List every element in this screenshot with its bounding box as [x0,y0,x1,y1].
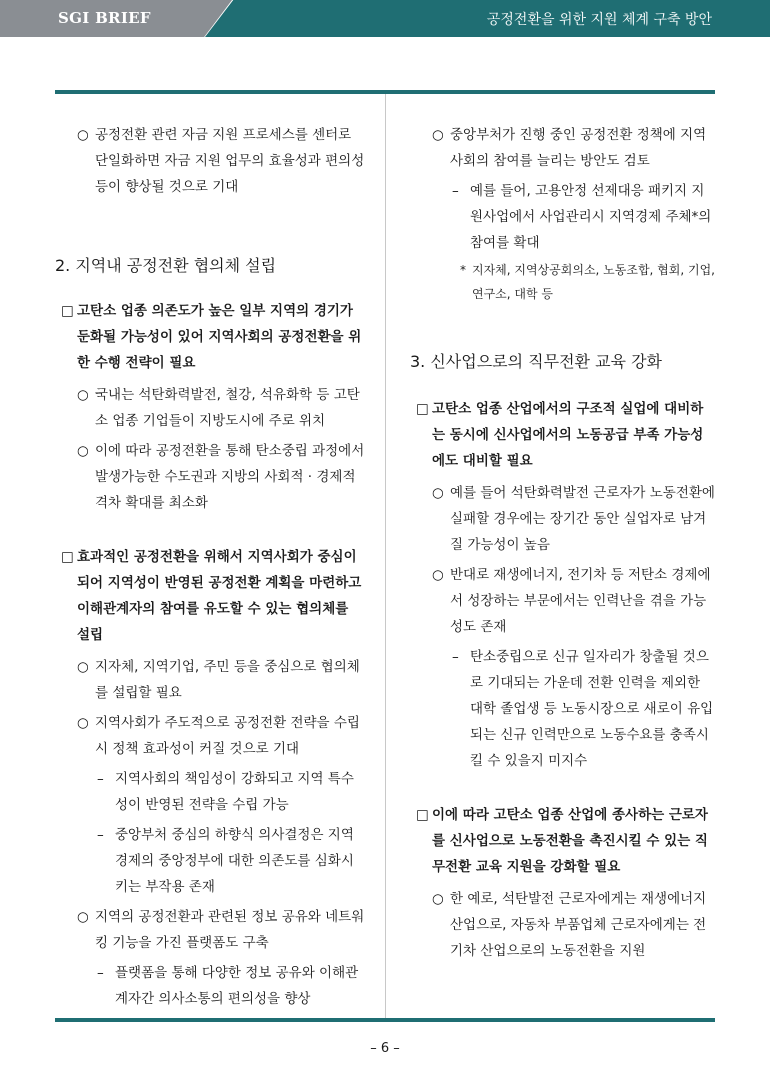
page-header [0,0,770,37]
column-divider [385,94,386,1018]
bullet-dash: – 지역사회의 책임성이 강화되고 지역 특수성이 반영된 전략을 수립 가능 [55,766,365,818]
bullet-circle: ○ 지자체, 지역기업, 주민 등을 중심으로 협의체를 설립할 필요 [55,654,365,706]
page-number: – 6 – [370,1041,400,1056]
bullet-circle: ○ 중앙부처가 진행 중인 공정전환 정책에 지역사회의 참여를 늘리는 방안도 검토 [410,122,715,174]
right-column [410,118,715,964]
bullet-square: □ 효과적인 공정전환을 위해서 지역사회가 중심이 되어 지역성이 반영된 공정전환 계획을 마련하고 이해관계자의 참여를 유도할 수 있는 협의체를 설립 [55,544,365,648]
bullet-circle: ○ 한 예로, 석탄발전 근로자에게는 재생에너지 산업으로, 자동차 부품업체 근로자에게는 전기차 산업으로의 노동전환을 지원 [410,886,715,964]
brand-label: SGI BRIEF [58,9,151,27]
section-heading-3: 3. 신사업으로의 직무전환 교육 강화 [410,352,662,371]
bullet-dash: – 예를 들어, 고용안정 선제대응 패키지 지원사업에서 사업관리시 지역경제 주체*의 참여를 확대 [410,178,715,256]
left-column [55,118,365,1012]
bullet-dash: – 탄소중립으로 신규 일자리가 창출될 것으로 기대되는 가운데 전환 인력을 제외한 대학 졸업생 등 노동시장으로 새로이 유입되는 신규 인력만으로 노동수요를 충족시킬 수 있을지 미지수 [410,644,715,774]
bullet-square: □ 고탄소 업종 산업에서의 구조적 실업에 대비하는 동시에 신사업에서의 노동공급 부족 가능성에도 대비할 필요 [410,396,715,474]
bullet-square: □ 이에 따라 고탄소 업종 산업에 종사하는 근로자를 신사업으로 노동전환을 촉진시킬 수 있는 직무전환 교육 지원을 강화할 필요 [410,802,715,880]
bullet-circle: ○ 지역의 공정전환과 관련된 정보 공유와 네트워킹 기능을 가진 플랫폼도 구축 [55,904,365,956]
bottom-rule [55,1018,715,1022]
footnote: * 지자체, 지역상공회의소, 노동조합, 협회, 기업, 연구소, 대학 등 [410,258,715,306]
bullet-dash: – 중앙부처 중심의 하향식 의사결정은 지역경제의 중앙정부에 대한 의존도를 심화시키는 부작용 존재 [55,822,365,900]
bullet-circle: ○ 공정전환 관련 자금 지원 프로세스를 센터로 단일화하면 자금 지원 업무의 효율성과 편의성 등이 향상될 것으로 기대 [55,122,365,200]
bullet-circle: ○ 반대로 재생에너지, 전기차 등 저탄소 경제에서 성장하는 부문에서는 인력난을 겪을 가능성도 존재 [410,562,715,640]
bullet-dash: – 플랫폼을 통해 다양한 정보 공유와 이해관계자간 의사소통의 편의성을 향상 [55,960,365,1012]
bullet-square: □ 고탄소 업종 의존도가 높은 일부 지역의 경기가 둔화될 가능성이 있어 지역사회의 공정전환을 위한 수행 전략이 필요 [55,298,365,376]
bullet-circle: ○ 예를 들어 석탄화력발전 근로자가 노동전환에 실패할 경우에는 장기간 동안 실업자로 남겨질 가능성이 높음 [410,480,715,558]
bullet-circle: ○ 국내는 석탄화력발전, 철강, 석유화학 등 고탄소 업종 기업들이 지방도시에 주로 위치 [55,382,365,434]
section-heading-2: 2. 지역내 공정전환 협의체 설립 [55,256,277,275]
bullet-circle: ○ 지역사회가 주도적으로 공정전환 전략을 수립시 정책 효과성이 커질 것으로 기대 [55,710,365,762]
bullet-circle: ○ 이에 따라 공정전환을 통해 탄소중립 과정에서 발생가능한 수도권과 지방의 사회적 · 경제적 격차 확대를 최소화 [55,438,365,516]
header-title: 공정전환을 위한 지원 체계 구축 방안 [486,12,712,28]
